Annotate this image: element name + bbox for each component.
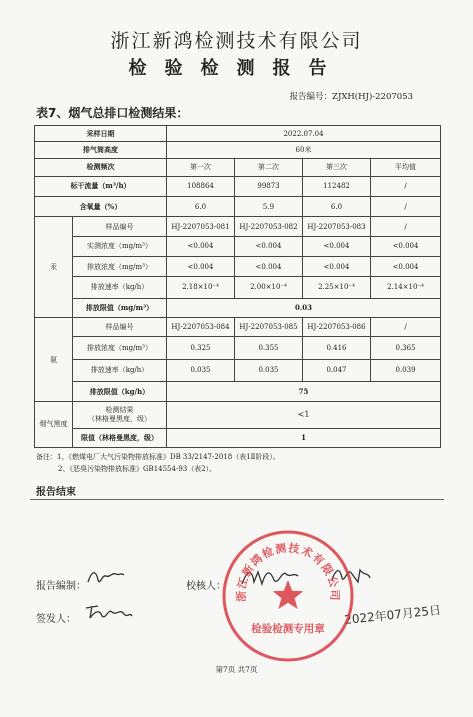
run-header: 第三次 xyxy=(303,158,371,176)
mercury-emission: <0.004 xyxy=(371,257,441,277)
blackness-limit-label: 限值（林格曼黑度，级） xyxy=(73,428,167,447)
ammonia-limit: 75 xyxy=(167,381,441,401)
table-row xyxy=(35,381,441,401)
mercury-sample-id: / xyxy=(371,217,441,236)
mercury-limit: 0.03 xyxy=(167,298,441,317)
report-title: 检验检测报告 xyxy=(128,58,345,79)
issuer-label: 签发人： xyxy=(36,614,76,625)
o2-cell: / xyxy=(371,197,441,217)
stack-height-value: 60米 xyxy=(167,142,441,158)
issue-date: 2022年07月25日 xyxy=(343,602,442,628)
company-name: 浙江新鸿检测技术有限公司 xyxy=(110,30,363,52)
stamp-center-text: 检验检测专用章 xyxy=(251,623,325,635)
freq-label: 检测频次 xyxy=(35,158,167,176)
mercury-measured: <0.004 xyxy=(371,236,441,256)
mercury-measured-label: 实测浓度（mg/m³） xyxy=(73,236,167,256)
table-row xyxy=(35,217,441,236)
official-stamp xyxy=(220,528,356,664)
note-2: 2、《恶臭污染物排放标准》GB14554-93（表2）。 xyxy=(58,465,217,473)
stamp-star-icon xyxy=(273,580,303,609)
ammonia-group-label: 氨 xyxy=(35,317,73,401)
mercury-emission-label: 排放浓度（mg/m³） xyxy=(73,257,167,277)
stamp-ring-text: 浙江新鸿检测技术有限公司 xyxy=(234,541,342,603)
ammonia-sample-id: HJ-2207053-084 xyxy=(167,317,235,336)
ammonia-emission-label: 排放浓度（mg/m³） xyxy=(73,337,167,359)
run-header: 平均值 xyxy=(371,158,441,176)
mercury-rate-label: 排放速率（kg/h） xyxy=(73,277,167,298)
mercury-sample-id: HJ-2207053-082 xyxy=(235,217,303,236)
table-row xyxy=(35,236,441,256)
sampling-date-label: 采样日期 xyxy=(35,126,167,142)
ammonia-rate: 0.035 xyxy=(167,359,235,381)
report-end-label: 报告结束 xyxy=(36,487,76,498)
ammonia-sample-id: / xyxy=(371,317,441,336)
table-row xyxy=(35,337,441,359)
blackness-result-label-line2: （林格曼黑度，级） xyxy=(88,414,151,423)
reviewer-label: 校核人： xyxy=(186,581,226,592)
mercury-rate: 2.14×10⁻⁴ xyxy=(371,277,441,298)
table-title: 表7、烟气总排口检测结果： xyxy=(36,106,189,120)
mercury-emission: <0.004 xyxy=(235,257,303,277)
ammonia-rate: 0.047 xyxy=(303,359,371,381)
page-number: 第7页 共7页 xyxy=(215,665,258,674)
blackness-result-label-line1: 检测结果 xyxy=(105,406,134,415)
table-row xyxy=(35,277,441,298)
report-number: 报告编号：ZJXH(HJ)-2207053 xyxy=(289,92,413,102)
mercury-measured: <0.004 xyxy=(303,236,371,256)
run-header: 第二次 xyxy=(235,158,303,176)
ammonia-emission: 0.325 xyxy=(167,337,235,359)
issuer-signature xyxy=(84,600,134,622)
flow-cell: 99873 xyxy=(235,176,303,196)
table-row xyxy=(35,197,441,217)
mercury-measured: <0.004 xyxy=(167,236,235,256)
table-row xyxy=(35,158,441,176)
ammonia-emission: 0.355 xyxy=(235,337,303,359)
mercury-rate: 2.00×10⁻⁴ xyxy=(235,277,303,298)
table-row xyxy=(35,428,441,447)
table-row xyxy=(35,142,441,158)
table-row xyxy=(35,298,441,317)
table-row xyxy=(35,402,441,428)
flow-cell: 108864 xyxy=(167,176,235,196)
ammonia-sample-id: HJ-2207053-086 xyxy=(303,317,371,336)
compiler-label: 报告编制： xyxy=(36,581,86,592)
mercury-sample-id: HJ-2207053-083 xyxy=(303,217,371,236)
blackness-result-label xyxy=(73,402,167,428)
note-1: 备注：1、《燃煤电厂大气污染物排放标准》DB 33/2147-2018（表1Ⅱ阶段）。 xyxy=(36,453,280,461)
mercury-group-label: 汞 xyxy=(35,217,73,318)
mercury-emission: <0.004 xyxy=(303,257,371,277)
ammonia-limit-label: 排放限值（kg/h） xyxy=(73,381,167,401)
blackness-group-label: 烟气黑度 xyxy=(35,402,73,448)
divider xyxy=(30,499,444,500)
table-row xyxy=(35,359,441,381)
ammonia-sample-id-label: 样品编号 xyxy=(73,317,167,336)
o2-cell: 6.0 xyxy=(303,197,371,217)
mercury-sample-id: HJ-2207053-081 xyxy=(167,217,235,236)
ammonia-emission: 0.416 xyxy=(303,337,371,359)
flow-label: 标干流量（m³/h） xyxy=(35,176,167,196)
o2-cell: 6.0 xyxy=(167,197,235,217)
table-row xyxy=(35,257,441,277)
mercury-sample-id-label: 样品编号 xyxy=(73,217,167,236)
ammonia-rate: 0.039 xyxy=(371,359,441,381)
stack-height-label: 排气筒高度 xyxy=(35,142,167,158)
table-row xyxy=(35,317,441,336)
mercury-measured: <0.004 xyxy=(235,236,303,256)
ammonia-emission: 0.365 xyxy=(371,337,441,359)
ammonia-sample-id: HJ-2207053-085 xyxy=(235,317,303,336)
sampling-date-value: 2022.07.04 xyxy=(167,126,441,142)
o2-label: 含氧量（%） xyxy=(35,197,167,217)
table-row xyxy=(35,176,441,196)
blackness-result: <1 xyxy=(167,402,441,428)
mercury-limit-label: 排放限值（mg/m³） xyxy=(73,298,167,317)
flow-cell: / xyxy=(371,176,441,196)
blackness-limit: 1 xyxy=(167,428,441,447)
mercury-rate: 2.25×10⁻⁴ xyxy=(303,277,371,298)
o2-cell: 5.9 xyxy=(235,197,303,217)
mercury-emission: <0.004 xyxy=(167,257,235,277)
results-table xyxy=(34,125,441,448)
mercury-rate: 2.18×10⁻⁴ xyxy=(167,277,235,298)
flow-cell: 112482 xyxy=(303,176,371,196)
run-header: 第一次 xyxy=(167,158,235,176)
ammonia-rate: 0.035 xyxy=(235,359,303,381)
compiler-signature xyxy=(86,566,126,588)
table-row xyxy=(35,126,441,142)
ammonia-rate-label: 排放速率（kg/h） xyxy=(73,359,167,381)
